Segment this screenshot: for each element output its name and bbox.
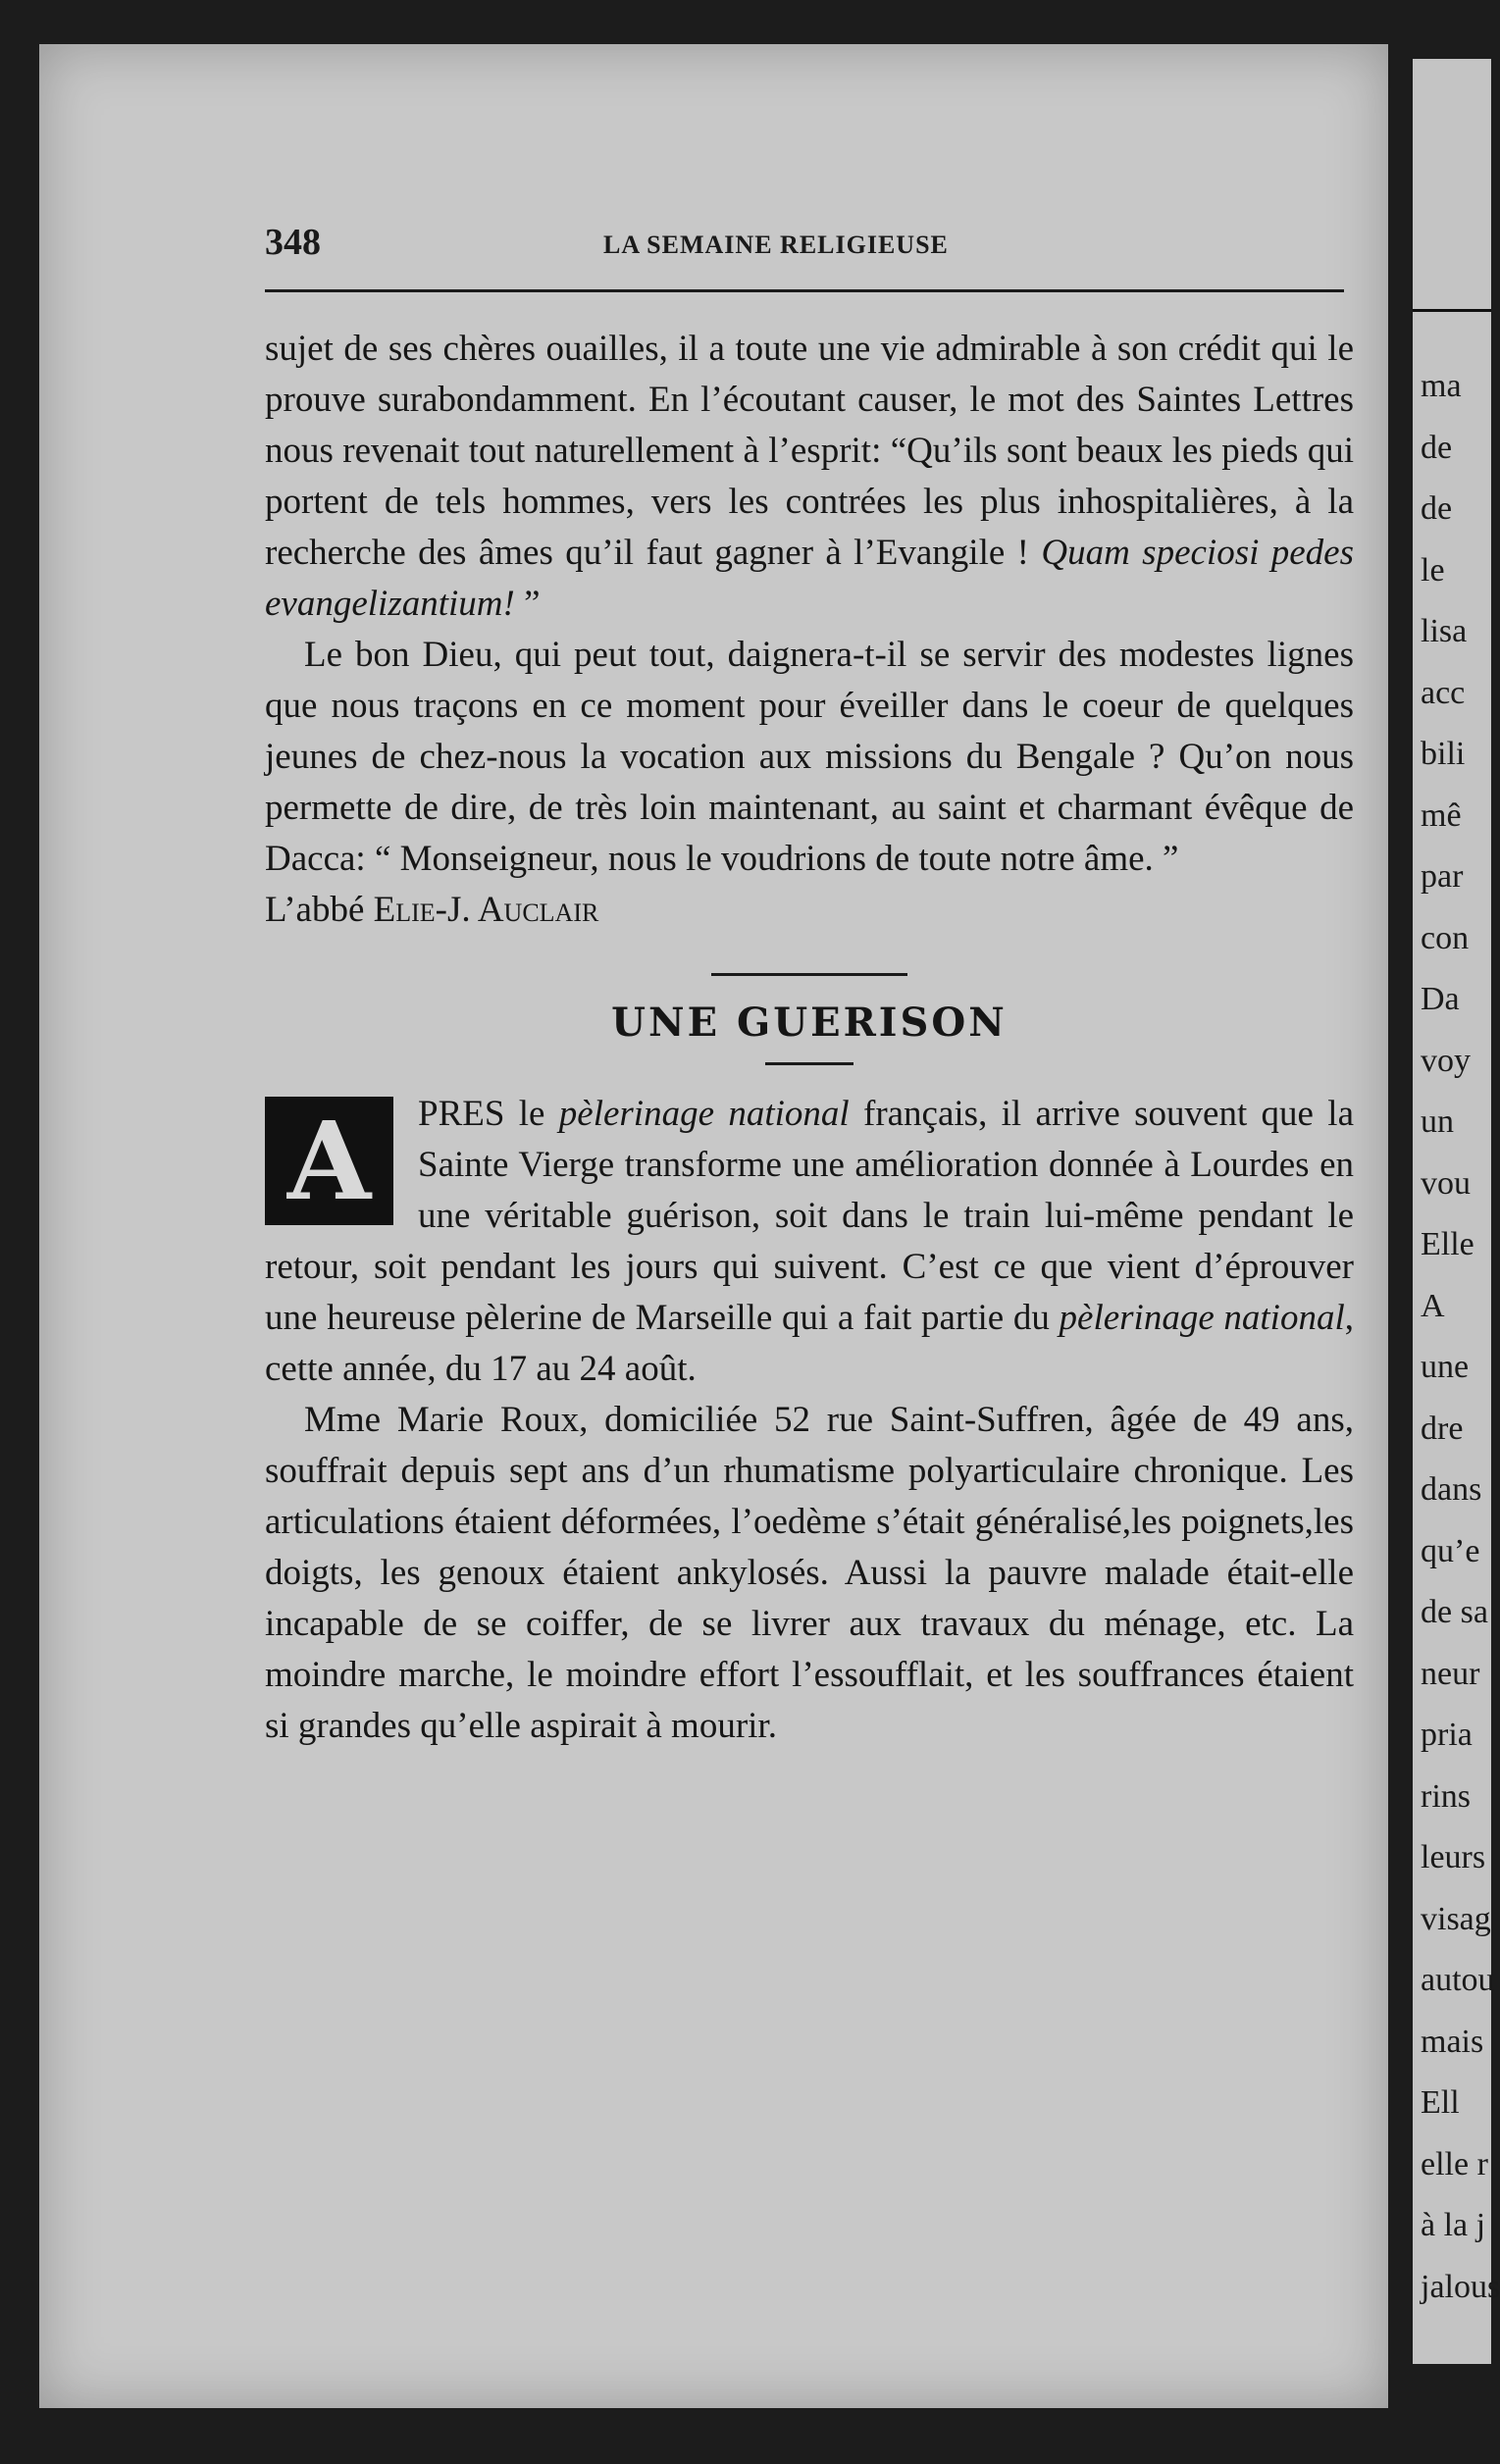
adjacent-text-fragment: Ell <box>1421 2084 1460 2121</box>
adjacent-text-fragment: con <box>1421 919 1470 956</box>
title-underline <box>765 1062 853 1065</box>
adjacent-text-fragment: un <box>1421 1104 1454 1140</box>
latin-quote: Quam speciosi pedes evangelizantium! <box>265 533 1354 624</box>
signature-name: Elie-J. Auclair <box>373 890 599 930</box>
page-body <box>265 324 1354 1752</box>
adjacent-text-fragment: acc <box>1421 674 1466 711</box>
adjacent-text-fragment: vou <box>1421 1164 1471 1202</box>
adjacent-text-fragment: à la j <box>1421 2207 1486 2243</box>
decorative-initial: A <box>265 1097 393 1225</box>
adjacent-text-fragment: le <box>1421 551 1445 589</box>
adjacent-text-fragment: rins <box>1421 1777 1471 1815</box>
adjacent-text-fragment: de <box>1421 490 1453 527</box>
adjacent-text-fragment: voy <box>1421 1042 1471 1079</box>
running-title: LA SEMAINE RELIGIEUSE <box>603 231 949 259</box>
adjacent-text-fragment: pria <box>1421 1717 1473 1753</box>
adjacent-text-fragment: par <box>1421 858 1464 895</box>
adjacent-text-fragment: visag <box>1421 1900 1491 1937</box>
section-separator <box>711 973 907 976</box>
adjacent-text-fragment: dre <box>1421 1410 1464 1447</box>
adjacent-text-fragment: lisa <box>1421 613 1468 649</box>
page-number: 348 <box>265 222 321 263</box>
adjacent-text-fragment: leurs <box>1421 1839 1486 1875</box>
adjacent-text-fragment: Da <box>1421 981 1460 1017</box>
adjacent-text-fragment: qu’e <box>1421 1532 1480 1569</box>
paragraph: Le bon Dieu, qui peut tout, daignera-t-il se servir des modestes lignes que nous traçons en ce moment pour éveiller dans le coeur de quelques jeunes de chez-nous la vocation aux missions du Bengale ? Qu’on nous permette de dire, de très loin maintenant, au saint et charmant évêque de Dacca: “ Monseigneur, nous le voudrions de toute notre âme. ” <box>265 635 1354 879</box>
adjacent-text-fragment: bili <box>1421 736 1466 772</box>
adjacent-text-fragment: de <box>1421 429 1453 466</box>
adjacent-text-fragment: ma <box>1421 368 1462 404</box>
paragraph: Mme Marie Roux, domiciliée 52 rue Saint-Suffren, âgée de 49 ans, souffrait depuis sept ans d’un rhumatisme polyarticulaire chronique. Les articulations étaient déformées, l’oedème s’était généralisé,les poignets,les doigts, les genoux étaient ankylosés. Aussi la pauvre malade était-elle incapable de se coiffer, de se livrer aux travaux du ménage, etc. La moindre marche, le moindre effort l’essoufflait, et les souffrances étaient si grandes qu’elle aspirait à mourir. <box>265 1400 1354 1746</box>
adjacent-text-fragment: neur <box>1421 1655 1480 1692</box>
adjacent-text-fragment: dans <box>1421 1471 1482 1508</box>
paragraph-continuation <box>265 324 1354 630</box>
running-head <box>265 221 1354 263</box>
adjacent-text-fragment: mê <box>1421 796 1462 834</box>
paragraph-text: sujet de ses chères ouailles, il a toute une vie admirable à son crédit qui le prouve surabondamment. En l’écoutant causer, le mot des Saintes Lettres nous revenait tout naturellement à l’esprit: “Qu’ils sont beaux les pieds qui portent de tels hommes, vers les contrées les plus inhospitalières, à la recherche des âmes qu’il faut gagner à l’Evangile ! <box>265 329 1354 573</box>
adjacent-text-fragment: de sa <box>1421 1594 1488 1630</box>
adjacent-text-fragment: mais <box>1421 2023 1484 2060</box>
adjacent-page-edge <box>1413 59 1500 2364</box>
emphasis: pèlerinage national <box>1059 1298 1345 1338</box>
paragraph-text: français, il arrive souvent que la Sainte Vierge transforme une amélioration donnée à Lourdes en une véritable guérison, soit dans le train lui-même pendant le retour, soit pendant les jours qui suivent. C’est ce que vient d’éprouver une heureuse pèlerine de Marseille qui a fait partie du <box>265 1094 1354 1338</box>
paragraph-dropcap <box>265 1089 1354 1395</box>
emphasis: pèlerinage national <box>558 1094 850 1134</box>
adjacent-text-fragment: autou <box>1421 1962 1495 1998</box>
adjacent-text-fragment: une <box>1421 1349 1470 1385</box>
adjacent-text-fragment: Elle <box>1421 1226 1474 1262</box>
signature-prefix: L’abbé <box>265 890 374 930</box>
adjacent-text-fragment: jalous <box>1421 2268 1500 2305</box>
adjacent-text-fragment: elle r <box>1421 2145 1488 2182</box>
paragraph-text: PRES le <box>418 1094 559 1134</box>
adjacent-header-rule <box>1413 309 1491 312</box>
header-rule <box>265 289 1344 292</box>
adjacent-text-fragment: A <box>1421 1287 1445 1324</box>
section-title: UNE GUERISON <box>611 1000 1008 1046</box>
author-signature <box>265 885 1354 936</box>
closing-quote: ” <box>514 584 541 624</box>
paragraph-text: , cette année, du 17 au 24 août. <box>265 1298 1354 1389</box>
